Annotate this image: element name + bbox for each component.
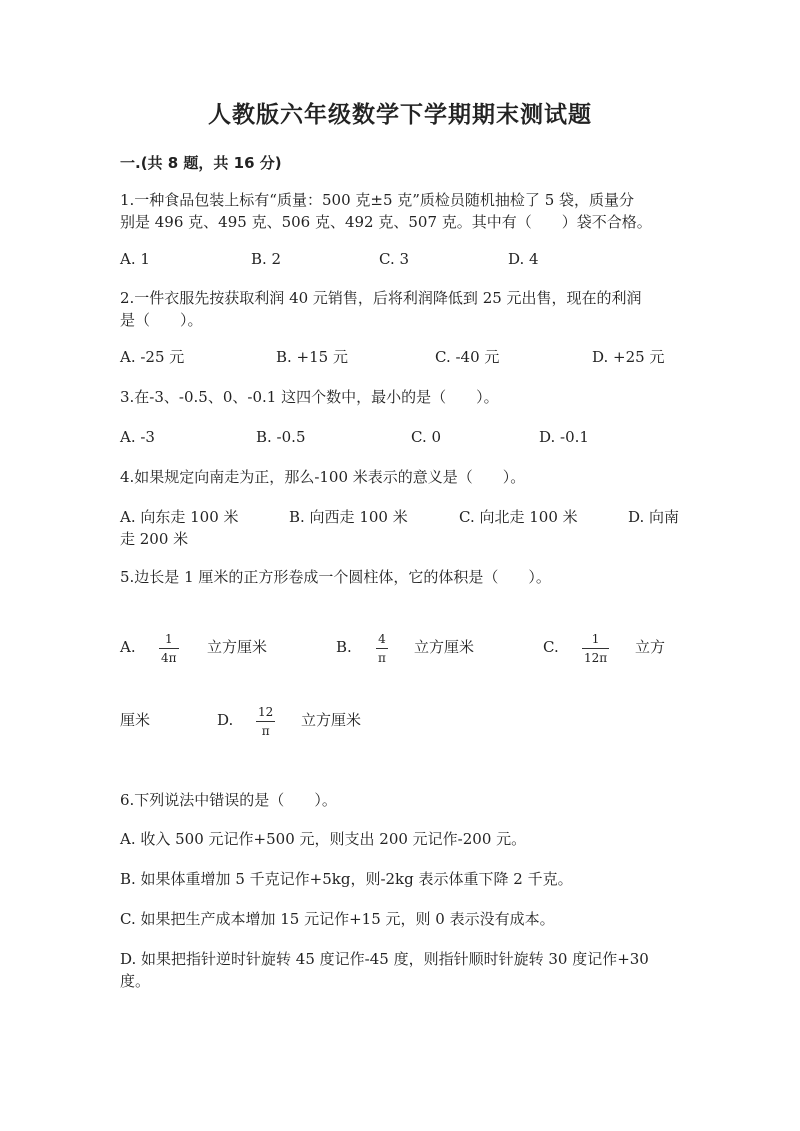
question-2-option-c: C. -40 元 <box>435 348 500 366</box>
page-title: 人教版六年级数学下学期期末测试题 <box>208 102 592 128</box>
question-6-option-b: B. 如果体重增加 5 千克记作+5kg，则-2kg 表示体重下降 2 千克。 <box>120 870 573 888</box>
question-4-option-d-wrap: 走 200 米 <box>120 530 189 548</box>
question-5-line-1: 5.边长是 1 厘米的正方形卷成一个圆柱体，它的体积是（ ）。 <box>120 568 551 586</box>
question-1-line-1: 1.一种食品包装上标有“质量：500 克±5 克”质检员随机抽检了 5 袋，质量分 <box>120 191 635 209</box>
question-5-option-d-label: D. <box>217 711 234 729</box>
fraction-bar <box>159 648 179 649</box>
section-heading: 一.(共 8 题，共 16 分) <box>120 154 282 172</box>
question-5-option-a-label: A. <box>120 638 136 656</box>
fraction-numerator: 1 <box>164 632 173 646</box>
question-5-option-d-unit: 立方厘米 <box>301 711 362 729</box>
question-5-option-b-fraction <box>376 632 388 665</box>
question-4-line-1: 4.如果规定向南走为正，那么-100 米表示的意义是（ ）。 <box>120 468 526 486</box>
question-2-line-1: 2.一件衣服先按获取利润 40 元销售，后将利润降低到 25 元出售，现在的利润 <box>120 289 642 307</box>
question-5-option-c-fraction <box>582 632 609 665</box>
question-1-option-c: C. 3 <box>379 250 410 268</box>
fraction-bar <box>256 721 275 722</box>
question-3-option-b: B. -0.5 <box>256 428 306 446</box>
question-3-option-a: A. -3 <box>120 428 155 446</box>
question-1-line-2: 别是 496 克、495 克、506 克、492 克、507 克。其中有（ ）袋不合格。 <box>120 213 652 231</box>
question-2-option-d: D. +25 元 <box>592 348 665 366</box>
question-3-line-1: 3.在-3、-0.5、0、-0.1 这四个数中，最小的是（ ）。 <box>120 388 499 406</box>
question-6-option-c: C. 如果把生产成本增加 15 元记作+15 元，则 0 表示没有成本。 <box>120 910 555 928</box>
question-2-option-a: A. -25 元 <box>120 348 185 366</box>
question-5-option-a-fraction <box>159 632 179 665</box>
question-1-option-b: B. 2 <box>251 250 282 268</box>
question-4-option-b: B. 向西走 100 米 <box>289 508 408 526</box>
question-1-option-d: D. 4 <box>508 250 539 268</box>
question-5-option-a-unit: 立方厘米 <box>207 638 268 656</box>
question-4-option-a: A. 向东走 100 米 <box>120 508 239 526</box>
fraction-numerator: 1 <box>591 632 600 646</box>
question-4-option-c: C. 向北走 100 米 <box>459 508 578 526</box>
question-2-option-b: B. +15 元 <box>276 348 348 366</box>
question-5-option-d-fraction <box>256 705 275 738</box>
fraction-denominator: π <box>261 724 270 738</box>
question-6-option-d-line-2: 度。 <box>120 972 151 990</box>
question-6-line-1: 6.下列说法中错误的是（ ）。 <box>120 791 337 809</box>
fraction-denominator: 12π <box>584 651 608 665</box>
question-3-option-d: D. -0.1 <box>539 428 589 446</box>
question-2-line-2: 是（ ）。 <box>120 311 203 329</box>
fraction-numerator: 4 <box>378 632 386 646</box>
question-5-option-b-label: B. <box>336 638 352 656</box>
question-5-option-c-unit: 立方 <box>635 638 666 656</box>
fraction-denominator: 4π <box>161 651 177 665</box>
question-6-option-d-line-1: D. 如果把指针逆时针旋转 45 度记作-45 度，则指针顺时针旋转 30 度记作+30 <box>120 950 649 968</box>
question-5-option-c-wrap: 厘米 <box>120 711 151 729</box>
fraction-denominator: π <box>378 651 386 665</box>
fraction-bar <box>376 648 388 649</box>
question-1-option-a: A. 1 <box>120 250 150 268</box>
fraction-bar <box>582 648 609 649</box>
question-5-option-c-label: C. <box>543 638 559 656</box>
question-6-option-a: A. 收入 500 元记作+500 元，则支出 200 元记作-200 元。 <box>120 830 527 848</box>
question-4-option-d: D. 向南 <box>628 508 680 526</box>
fraction-numerator: 12 <box>258 705 274 719</box>
question-5-option-b-unit: 立方厘米 <box>414 638 475 656</box>
question-3-option-c: C. 0 <box>411 428 442 446</box>
